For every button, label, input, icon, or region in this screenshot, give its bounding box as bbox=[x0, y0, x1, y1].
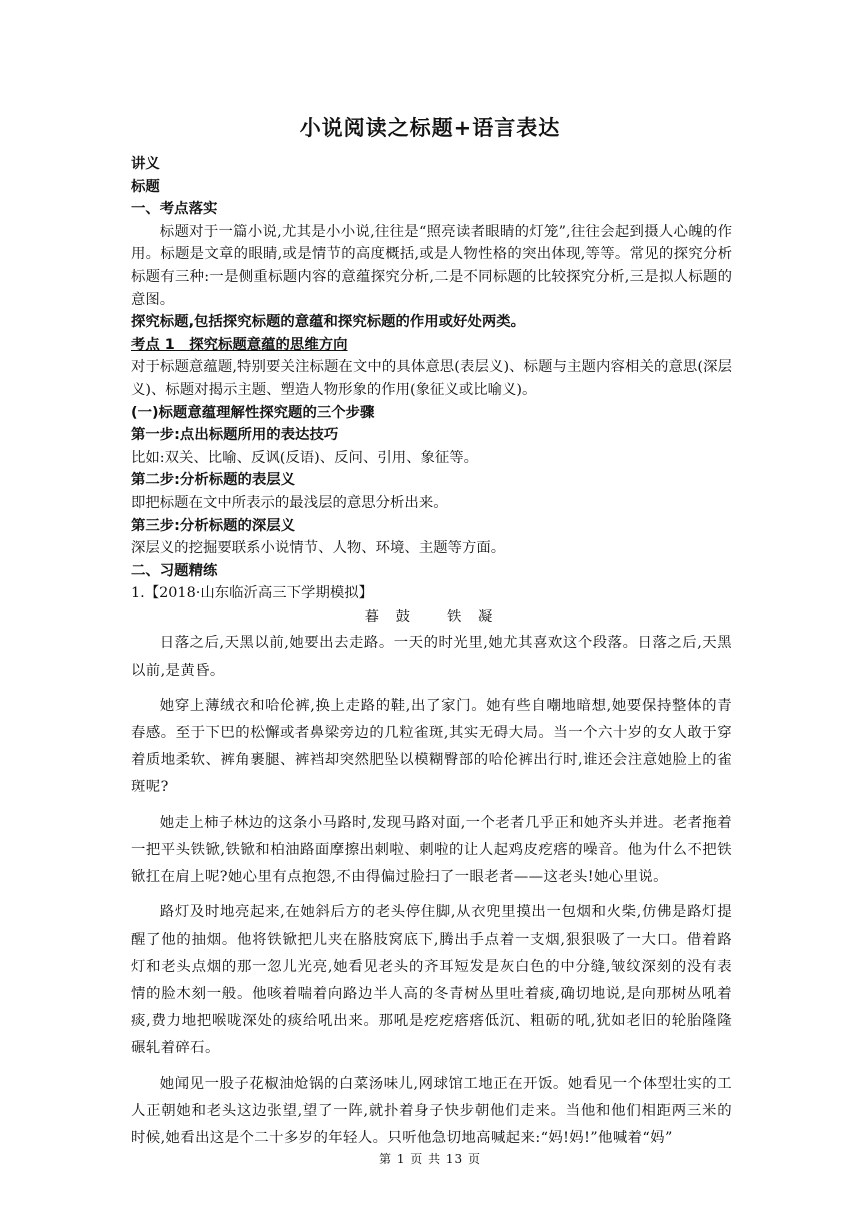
section2-heading: 二、习题精练 bbox=[131, 562, 218, 579]
steps-heading: (一)标题意蕴理解性探究题的三个步骤 bbox=[131, 404, 375, 421]
document-title: 小说阅读之标题+语言表达 bbox=[299, 116, 561, 140]
step1-text: 比如:双关、比喻、反讽(反语)、反问、引用、象征等。 bbox=[131, 449, 479, 466]
story-title: 暮 鼓 铁 凝 bbox=[364, 608, 499, 625]
label-biaoti: 标题 bbox=[131, 178, 160, 195]
step3-heading: 第三步:分析标题的深层义 bbox=[131, 517, 296, 534]
story-paragraph: 日落之后,天黑以前,她要出去走路。一天的时光里,她尤其喜欢这个段落。日落之后,天黑以前,是黄昏。 bbox=[131, 635, 732, 679]
story-paragraph: 她走上柿子林边的这条小马路时,发现马路对面,一个老者几乎正和她齐头并进。老者拖着一把平头铁锨,铁锨和柏油路面摩擦出刺啦、刺啦的让人起鸡皮疙瘩的噪音。他为什么不把铁锨扛在肩上呢?她心里有点抱怨,不由得偏过脸扫了一眼老者——这老头!她心里说。 bbox=[131, 814, 732, 886]
section1-heading: 一、考点落实 bbox=[131, 201, 218, 218]
page-footer: 第 1 页 共 13 页 bbox=[379, 1152, 481, 1166]
step1-heading: 第一步:点出标题所用的表达技巧 bbox=[131, 427, 339, 444]
step3-text: 深层义的挖掘要联系小说情节、人物、环境、主题等方面。 bbox=[131, 540, 506, 557]
intro-paragraph: 标题对于一篇小说,尤其是小小说,往往是“照亮读者眼睛的灯笼”,往往会起到摄人心魄的作用。标题是文章的眼睛,或是情节的高度概括,或是人物性格的突出体现,等等。常见的探究分析标题有三种:一是侧重标题内容的意蕴探究分析,二是不同标题的比较探究分析,三是拟人标题的意图。 bbox=[131, 223, 732, 308]
story-paragraph: 路灯及时地亮起来,在她斜后方的老头停住脚,从衣兜里摸出一包烟和火柴,仿佛是路灯提醒了他的抽烟。他将铁锨把儿夹在胳肢窝底下,腾出手点着一支烟,狠狠吸了一大口。借着路灯和老头点烟的那一忽儿光亮,她看见老头的齐耳短发是灰白色的中分缝,皱纹深刻的没有表情的脸木刻一般。他咳着喘着向路边半人高的冬青树丛里吐着痰,确切地说,是向那树丛吼着痰,费力地把喉咙深处的痰给吼出来。那吼是疙疙瘩瘩低沉、粗砺的吼,犹如老旧的轮胎隆隆碾轧着碎石。 bbox=[131, 904, 732, 1057]
step2-text: 即把标题在文中所表示的最浅层的意思分析出来。 bbox=[131, 494, 448, 511]
story-paragraph: 她穿上薄绒衣和哈伦裤,换上走路的鞋,出了家门。她有些自嘲地暗想,她要保持整体的青春感。至于下巴的松懈或者鼻梁旁边的几粒雀斑,其实无碍大局。当一个六十岁的女人敢于穿着质地柔软、裤角裹腿、裤裆却突然肥坠以模糊臀部的哈伦裤出行时,谁还会注意她脸上的雀斑呢? bbox=[131, 697, 732, 796]
story-paragraph: 她闻见一股子花椒油炝锅的白菜汤味儿,网球馆工地正在开饭。她看见一个体型壮实的工人正朝她和老头这边张望,望了一阵,就扑着身子快步朝他们走来。当他和他们相距两三米的时候,她看出这是个二十多岁的年轻人。只听他急切地高喊起来:“妈!妈!”他喊着“妈” bbox=[131, 1075, 732, 1146]
label-jiangyi: 讲义 bbox=[131, 156, 160, 172]
kaodian1-heading: 考点 1 探究标题意蕴的思维方向 bbox=[131, 336, 348, 353]
step2-heading: 第二步:分析标题的表层义 bbox=[131, 472, 296, 489]
kaodian1-text: 对于标题意蕴题,特别要关注标题在文中的具体意思(表层义)、标题与主题内容相关的意思(深层义)、标题对揭示主题、塑造人物形象的作用(象征义或比喻义)。 bbox=[131, 359, 732, 398]
exercise1-source: 1.【2018·山东临沂高三下学期模拟】 bbox=[131, 585, 374, 602]
summary-line: 探究标题,包括探究标题的意蕴和探究标题的作用或好处两类。 bbox=[131, 314, 526, 331]
document-body bbox=[131, 153, 732, 1152]
